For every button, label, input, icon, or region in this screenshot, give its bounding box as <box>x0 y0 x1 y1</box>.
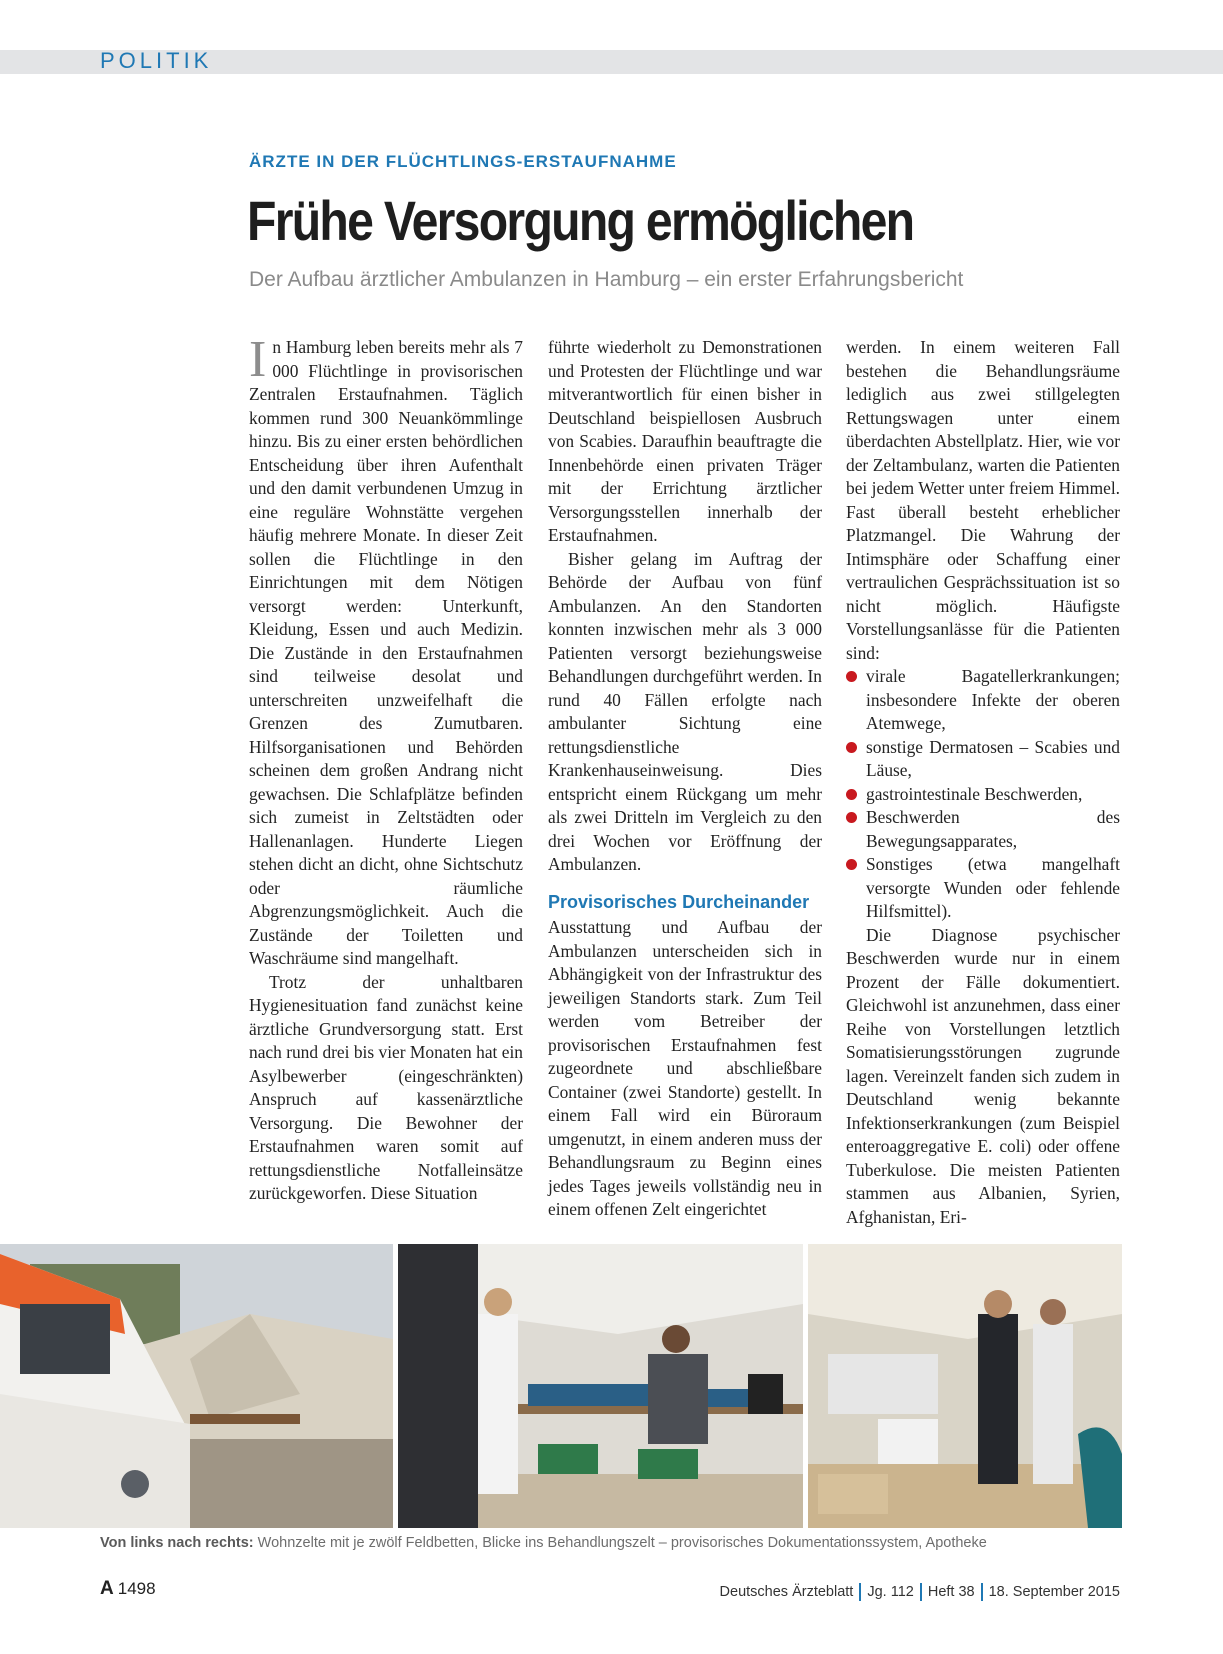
col2-paragraph-2: Bisher gelang im Auftrag der Behörde der Aufbau von fünf Ambulanzen. An den Standorten konnten inzwischen mehr als 3 000 Patienten versorgt beziehungsweise Behandlungen durchgeführt werden. In rund 40 Fällen erfolgte nach ambulanter Sichtung eine rettungsdienstliche Krankenhauseinweisung. Dies entspricht einem Rückgang um mehr als zwei Dritteln im Vergleich zu den drei Wochen vor Eröffnung der Ambulanzen. <box>548 548 822 874</box>
footer-divider <box>981 1583 983 1601</box>
page-letter: A <box>100 1578 114 1599</box>
list-item: gastrointestinale Beschwerden, <box>846 783 1120 807</box>
symptom-list <box>846 665 1120 924</box>
drop-cap: I <box>249 331 267 388</box>
text-column-1 <box>249 331 523 1206</box>
photo-tents-ambulance <box>0 1244 393 1528</box>
bullet-dot-icon <box>846 812 857 823</box>
section-label: POLITIK <box>100 48 213 73</box>
photo-treatment-tent <box>398 1244 803 1528</box>
photo-pharmacy <box>808 1244 1122 1528</box>
journal-date: 18. September 2015 <box>988 1583 1120 1600</box>
col2-paragraph-1: führte wiederholt zu Demonstrationen und Protesten der Flüchtlinge und war mitverantwortlich für einen bisher in Deutschland beispiellosen Ausbruch von Scabies. Daraufhin beauftragte die Innenbehörde einen privaten Träger mit der Errichtung ärztlicher Versorgungsstellen innerhalb der Erstaufnahmen. <box>548 337 822 545</box>
col3-paragraph-1: werden. In einem weiteren Fall bestehen die Behandlungsräume lediglich aus zwei stillgelegten Rettungswagen unter einem überdachten Abstellplatz. Hier, wie vor der Zeltambulanz, warten die Patienten bei jedem Wetter unter freiem Himmel. Fast überall besteht erheblicher Platzmangel. Die Wahrung der Intimsphäre oder Schaffung einer vertraulichen Gesprächssituation ist so nicht möglich. Häufigste Vorstellungsanlässe für die Patienten sind: <box>846 337 1120 663</box>
journal-issue: Heft 38 <box>927 1583 975 1600</box>
caption-text: Wohnzelte mit je zwölf Feldbetten, Blicke ins Behandlungszelt – provisorisches Dokumentationssystem, Apotheke <box>257 1535 987 1551</box>
article-headline: Frühe Versorgung ermöglichen <box>247 189 914 252</box>
col2-paragraph-3: Ausstattung und Aufbau der Ambulanzen unterscheiden sich in Abhängigkeit von der Infrastruktur des jeweiligen Standorts stark. Zum Teil werden vom Betreiber der provisorischen Erstaufnahmen fest zugeordnete und abschließbare Container (zwei Standorte) gestellt. In einem Fall wird ein Büroraum umgenutzt, in einem anderen muss der Behandlungsraum zu Beginn eines jedes Tages jeweils vollständig neu in einem offenen Zelt eingerichtet <box>548 917 822 1219</box>
subheading: Provisorisches Durcheinander <box>548 891 810 912</box>
text-column-3 <box>846 336 1120 1229</box>
page-number-value: 1498 <box>117 1579 156 1598</box>
bullet-dot-icon <box>846 742 857 753</box>
bullet-dot-icon <box>846 671 857 682</box>
col1-paragraph-1: n Hamburg leben bereits mehr als 7 000 Flüchtlinge in provisorischen Zentralen Erstaufnahmen. Täglich kommen rund 300 Neuankömmlinge hinzu. Bis zu einer ersten behördlichen Entscheidung über ihren Aufenthalt und den damit verbundenen Umzug in eine reguläre Wohnstätte vergehen häufig mehrere Monate. In dieser Zeit sollen die Flüchtlinge in den Einrichtungen mit dem Nötigen versorgt werden: Unterkunft, Kleidung, Essen und auch Medizin. Die Zustände in den Erstaufnahmen sind teilweise desolat und unterschreiten unzweifelhaft die Grenzen des Zumutbaren. Hilfsorganisationen und Behörden scheinen dem großen Andrang nicht gewachsen. Die Schlafplätze befinden sich zumeist in Zeltstädten oder Hallenanlagen. Hunderte Liegen stehen dicht an dicht, ohne Sichtschutz oder räumliche Abgrenzungsmöglichkeit. Auch die Zustände der Toiletten und Waschräume sind mangelhaft. <box>249 337 523 968</box>
list-item: sonstige Dermatosen – Scabies und Läuse, <box>846 736 1120 783</box>
bullet-dot-icon <box>846 859 857 870</box>
page-number <box>100 1578 156 1600</box>
list-item: Sonstiges (etwa mangelhaft versorgte Wunden oder fehlende Hilfsmittel). <box>846 853 1120 924</box>
photo-caption <box>100 1535 987 1551</box>
journal-footer <box>720 1583 1120 1601</box>
journal-volume: Jg. 112 <box>867 1583 914 1600</box>
journal-name: Deutsches Ärzteblatt <box>719 1583 854 1600</box>
article-subline: Der Aufbau ärztlicher Ambulanzen in Hamburg – ein erster Erfahrungsbericht <box>249 268 964 291</box>
col3-paragraph-2: Die Diagnose psychischer Beschwerden wurde nur in einem Prozent der Fälle dokumentiert. Gleichwohl ist anzunehmen, dass einer Reihe von Vorstellungen letztlich Somatisierungsstörungen zugrunde lagen. Vereinzelt fanden sich zudem in Deutschland wenig bekannte Infektionserkrankungen (zum Beispiel enteroaggregative E. coli) oder offene Tuberkulose. Die meisten Patienten stammen aus Albanien, Syrien, Afghanistan, Eri- <box>846 924 1120 1227</box>
article-kicker: ÄRZTE IN DER FLÜCHTLINGS-ERSTAUFNAHME <box>249 152 677 171</box>
col1-paragraph-2: Trotz der unhaltbaren Hygienesituation fand zunächst keine ärztliche Grundversorgung statt. Erst nach rund drei bis vier Monaten hat ein Asylbewerber (eingeschränkten) Anspruch auf kassenärztliche Versorgung. Die Bewohner der Erstaufnahmen waren somit auf rettungsdienstliche Notfalleinsätze zurückgeworfen. Diese Situation <box>249 971 523 1203</box>
caption-lead: Von links nach rechts: <box>100 1535 254 1551</box>
footer-divider <box>920 1583 922 1601</box>
text-column-2 <box>548 336 822 1222</box>
footer-divider <box>859 1583 861 1601</box>
list-item: virale Bagatellerkrankungen; insbesondere Infekte der oberen Atemwege, <box>846 665 1120 736</box>
bullet-dot-icon <box>846 789 857 800</box>
list-item: Beschwerden des Bewegungsapparates, <box>846 806 1120 853</box>
